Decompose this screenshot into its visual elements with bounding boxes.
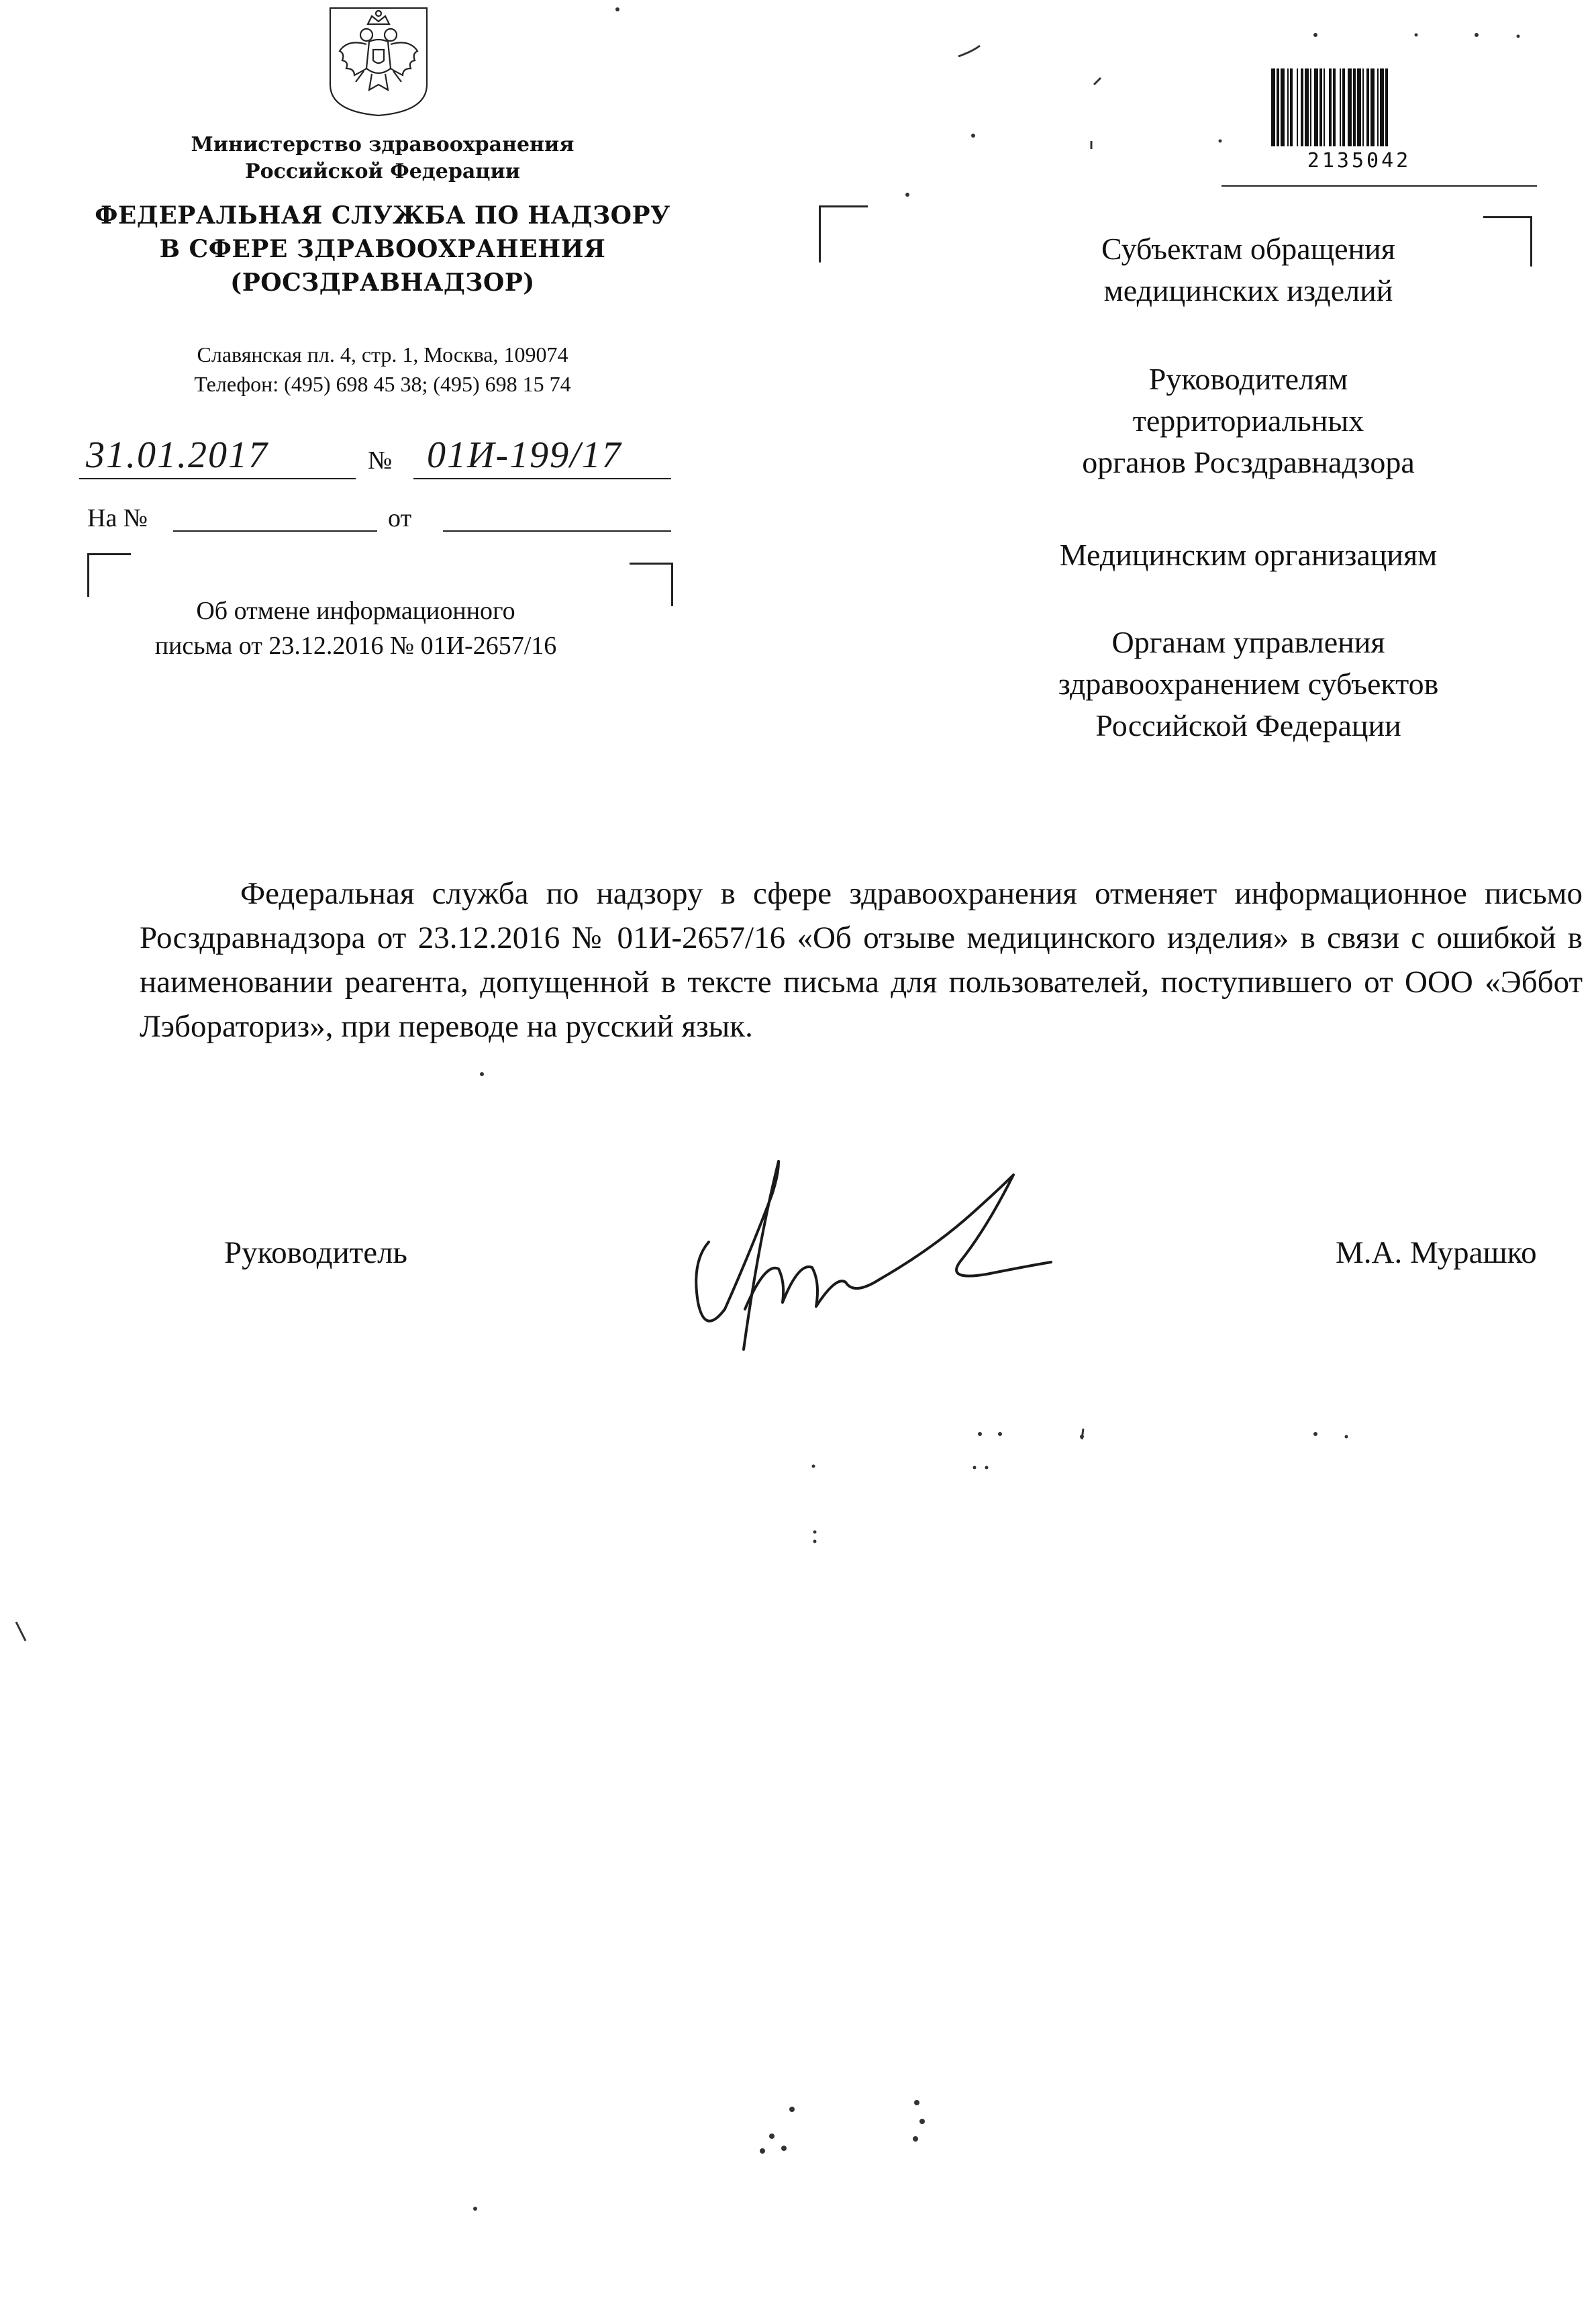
addressee-block-2	[926, 358, 1570, 483]
addressee-2-line-1: Руководителям	[1148, 362, 1348, 396]
service-name-line-2: В СФЕРЕ ЗДРАВООХРАНЕНИЯ	[159, 235, 606, 263]
addressee-2-line-3: органов Росздравнадзора	[1082, 445, 1415, 479]
subject-line-2: письма от 23.12.2016 № 01И-2657/16	[154, 632, 557, 660]
addressee-bracket-left	[819, 205, 868, 262]
barcode	[1268, 67, 1450, 148]
addressee-4-line-2: здравоохранением субъектов	[1058, 667, 1439, 701]
ministry-name	[101, 132, 664, 185]
addressee-3-line-1: Медицинским организациям	[1059, 538, 1438, 572]
handwritten-signature	[678, 1148, 1094, 1370]
service-name	[67, 199, 698, 299]
registration-number: 01И-199/17	[427, 434, 622, 476]
barcode-number: 2135042	[1307, 149, 1411, 173]
addressee-block-4	[926, 622, 1570, 747]
coat-of-arms-emblem	[325, 4, 432, 118]
barcode-underline	[1221, 185, 1537, 187]
addressee-block-3	[926, 534, 1570, 576]
service-name-line-3: (РОСЗДРАВНАДЗОР)	[230, 269, 535, 297]
address-line: Славянская пл. 4, стр. 1, Москва, 109074	[197, 342, 568, 367]
from-label: от	[388, 504, 412, 532]
subject	[101, 593, 611, 663]
subject-line-1: Об отмене информационного	[196, 597, 515, 625]
letter-body: Федеральная служба по надзору в сфере здравоохранения отменяет информационное письмо Росздравнадзора от 23.12.2016 № 01И-2657/16 «Об отзыве медицинского изделия» в связи с ошибкой в наименовании реагента, допущенной в тексте письма для пользователей, поступившего от ООО «Эббот Лэбораториз», при переводе на русский язык.	[140, 876, 1583, 1044]
reply-to-label: На №	[87, 504, 148, 532]
reply-to-underline	[173, 530, 377, 532]
subject-bracket-left	[87, 553, 131, 597]
phone-line: Телефон: (495) 698 45 38; (495) 698 15 74	[194, 372, 571, 396]
addressee-4-line-3: Российской Федерации	[1095, 708, 1401, 742]
signatory-name: М.А. Мурашко	[1336, 1235, 1537, 1270]
addressee-4-line-1: Органам управления	[1111, 625, 1385, 659]
date-underline	[79, 478, 356, 479]
ministry-name-line-2: Российской Федерации	[245, 160, 520, 183]
addressee-1-line-1: Субъектам обращения	[1101, 232, 1395, 266]
number-sign: №	[368, 446, 393, 475]
signatory-role: Руководитель	[224, 1235, 407, 1270]
addressee-2-line-2: территориальных	[1132, 403, 1364, 438]
addressee-1-line-2: медицинских изделий	[1103, 273, 1393, 307]
number-underline	[413, 478, 671, 479]
subject-bracket-right	[630, 563, 673, 606]
registration-date: 31.01.2017	[86, 434, 268, 476]
service-address	[101, 340, 664, 399]
ministry-name-line-1: Министерство здравоохранения	[191, 133, 575, 156]
from-underline	[443, 530, 671, 532]
service-name-line-1: ФЕДЕРАЛЬНАЯ СЛУЖБА ПО НАДЗОРУ	[95, 201, 670, 230]
addressee-block-1	[926, 228, 1570, 312]
